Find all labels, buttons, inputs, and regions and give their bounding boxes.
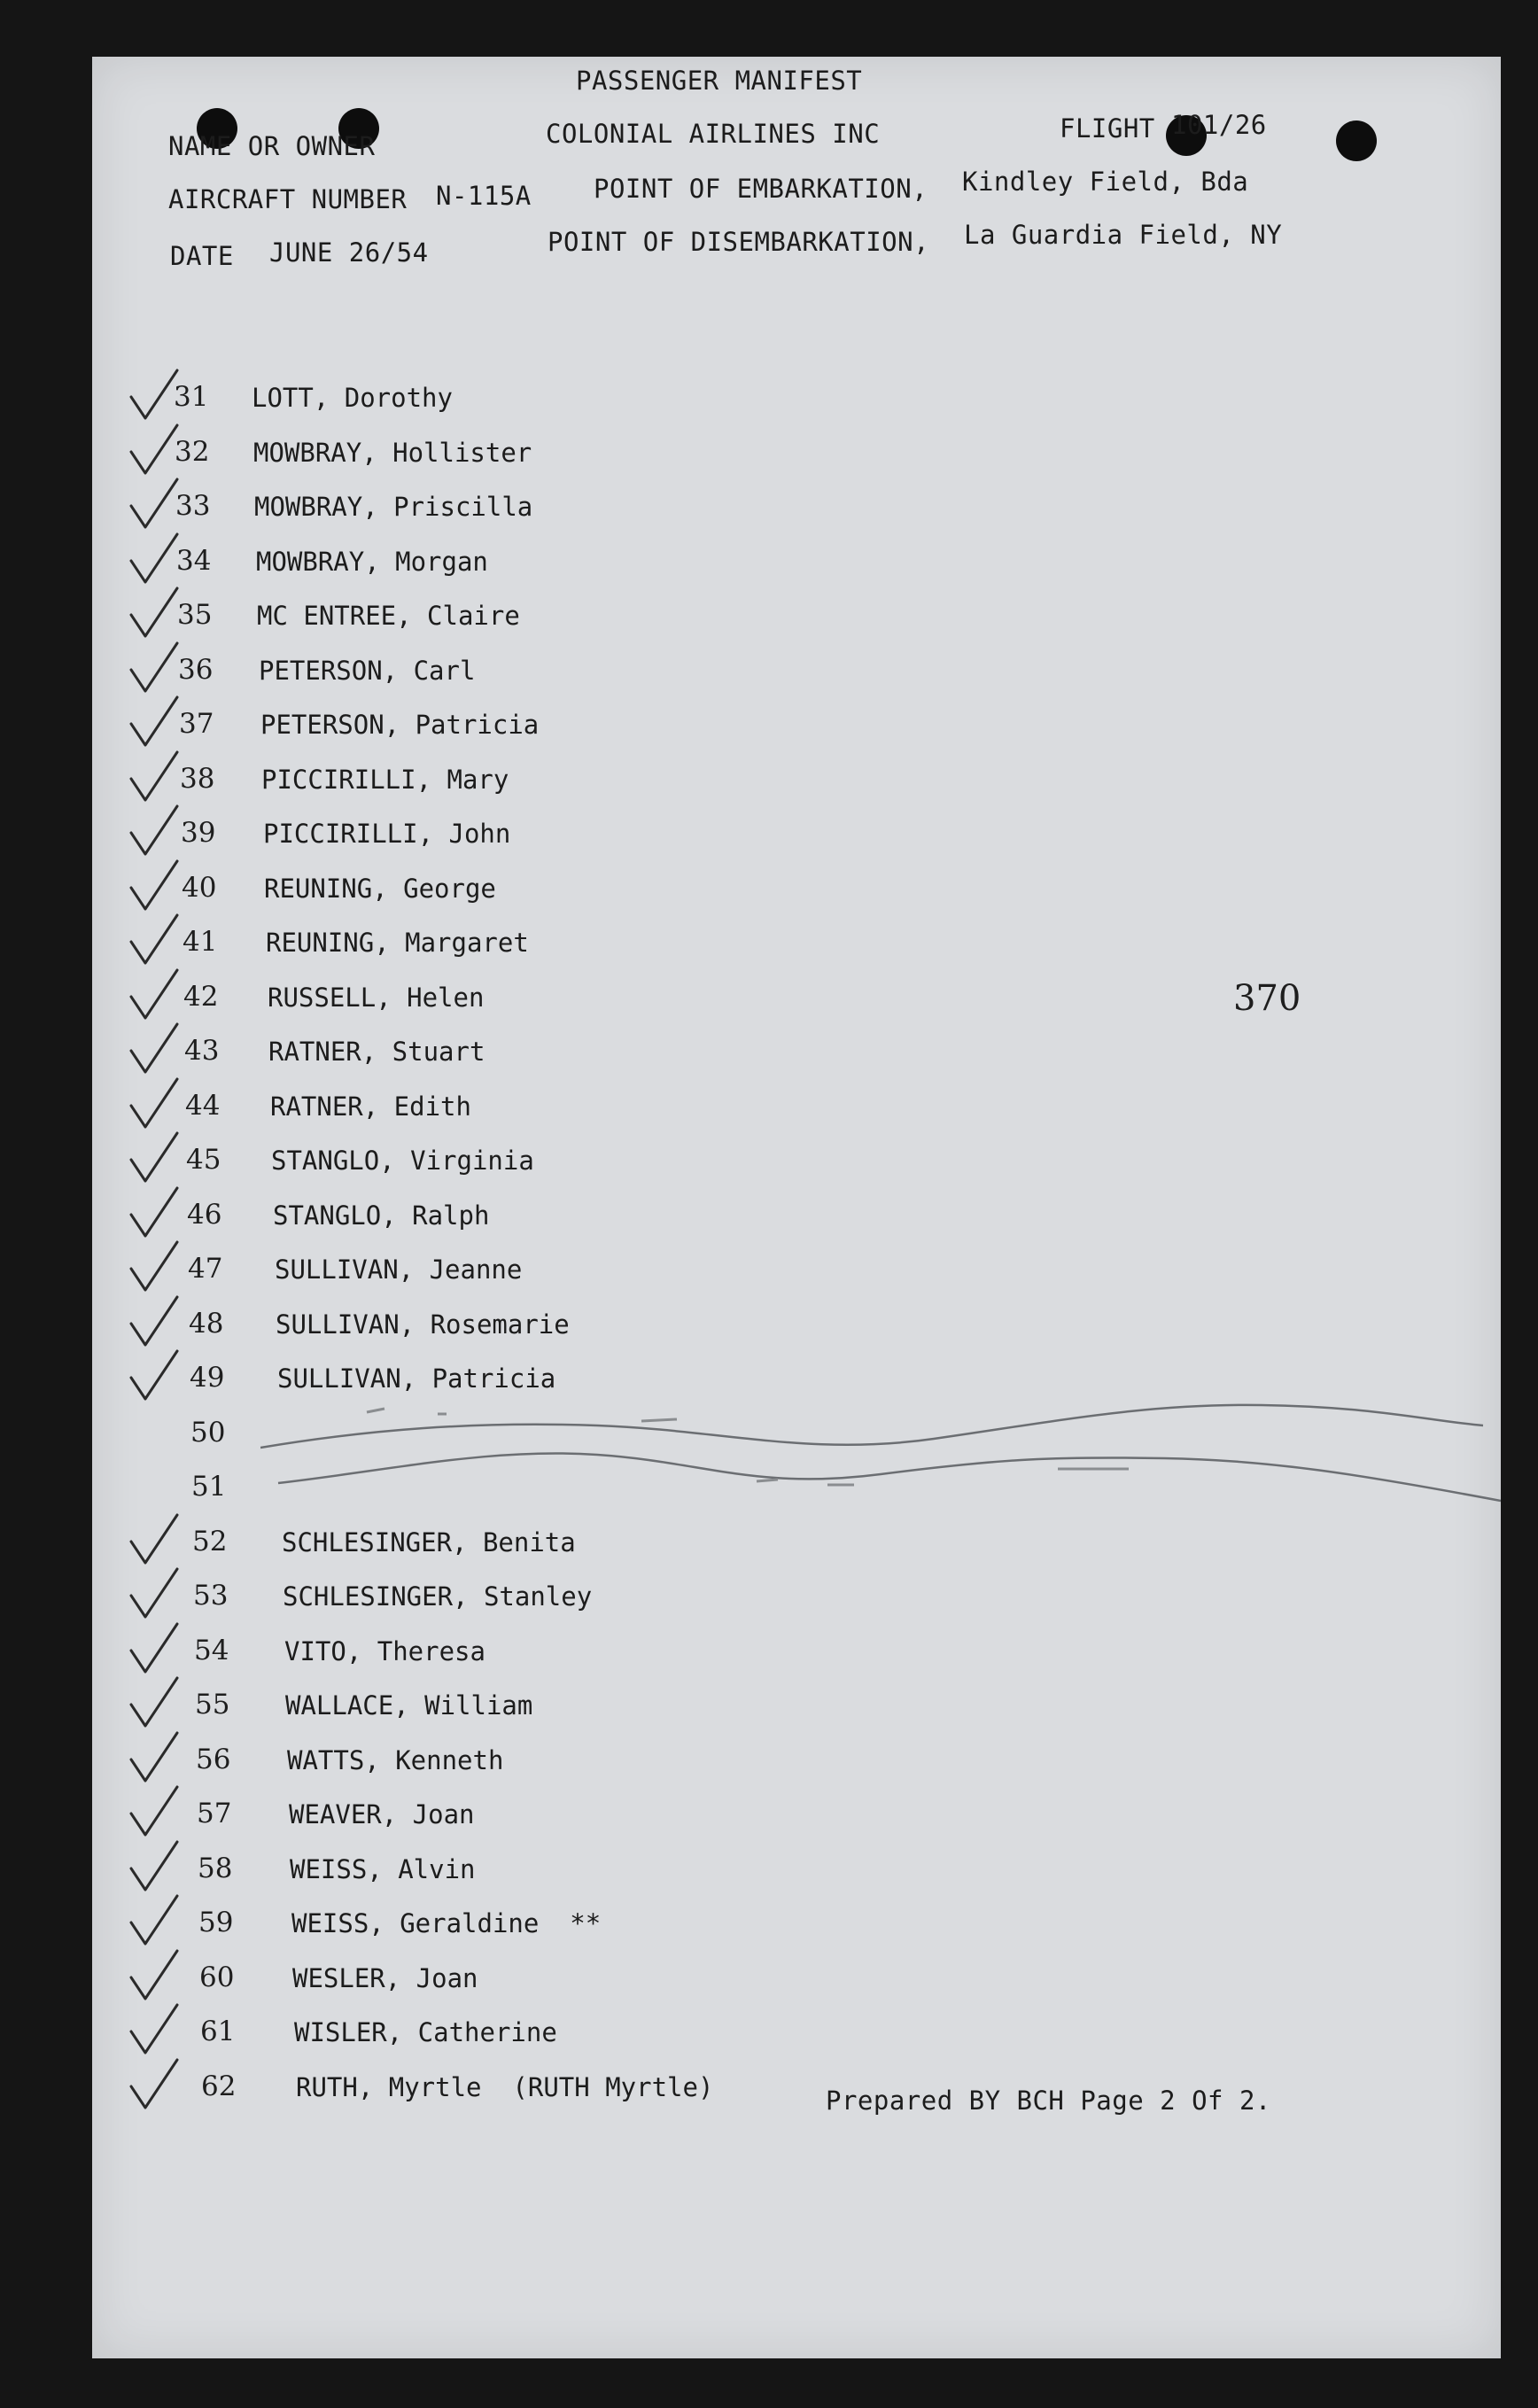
passenger-number: 38 — [180, 762, 215, 795]
table-row — [92, 1738, 1501, 1793]
check-mark-icon — [126, 640, 183, 702]
passenger-name: WEAVER, Joan — [289, 1799, 475, 1829]
passenger-name: WATTS, Kenneth — [287, 1744, 504, 1775]
passenger-number: 35 — [177, 599, 213, 631]
passenger-number: 43 — [184, 1035, 220, 1067]
passenger-number: 57 — [197, 1798, 232, 1829]
check-mark-icon — [126, 1293, 183, 1355]
table-row — [92, 757, 1501, 812]
table-row — [92, 1792, 1501, 1847]
check-mark-icon — [126, 967, 183, 1029]
margin-number: 370 — [1233, 978, 1301, 1019]
passenger-name: PICCIRILLI, John — [263, 819, 511, 849]
passenger-name: SCHLESINGER, Benita — [282, 1526, 576, 1557]
table-row — [92, 1084, 1501, 1139]
table-row — [92, 1574, 1501, 1629]
passenger-name: MOWBRAY, Morgan — [256, 546, 488, 577]
table-row — [92, 485, 1501, 540]
passenger-number: 45 — [186, 1144, 221, 1176]
table-row — [92, 1193, 1501, 1248]
flight-number: 101/26 — [1171, 110, 1267, 140]
table-row — [92, 1138, 1501, 1193]
prepared-by-footer: Prepared BY BCH Page 2 Of 2. — [826, 2086, 1271, 2116]
passenger-name: LOTT, Dorothy — [252, 383, 453, 413]
passenger-number: 47 — [188, 1253, 223, 1285]
table-row — [92, 703, 1501, 757]
check-mark-icon — [126, 1783, 183, 1845]
name-label: NAME OR OWNER — [168, 131, 376, 161]
passenger-number: 62 — [201, 2070, 237, 2102]
table-row — [92, 1847, 1501, 1902]
check-mark-icon — [126, 2056, 183, 2118]
passenger-number: 41 — [183, 926, 218, 958]
disembarkation-label: POINT OF DISEMBARKATION, — [548, 227, 930, 257]
passenger-number: 54 — [194, 1634, 229, 1666]
passenger-number: 46 — [187, 1198, 222, 1231]
passenger-name: STANGLO, Virginia — [271, 1146, 534, 1176]
table-row — [92, 2010, 1501, 2065]
check-mark-icon — [126, 1729, 183, 1791]
check-mark-icon — [126, 1185, 183, 1247]
check-mark-icon — [126, 858, 183, 920]
passenger-name: REUNING, George — [264, 873, 496, 904]
check-mark-icon — [126, 1674, 183, 1736]
passenger-name: MC ENTREE, Claire — [257, 601, 520, 631]
passenger-name: PICCIRILLI, Mary — [261, 764, 509, 795]
table-row — [92, 1683, 1501, 1738]
check-mark-icon — [126, 1130, 183, 1192]
check-mark-icon — [126, 531, 183, 593]
flight-label: FLIGHT — [1060, 113, 1155, 144]
table-row — [92, 540, 1501, 594]
check-mark-icon — [126, 1892, 183, 1954]
passenger-number: 55 — [195, 1689, 230, 1721]
table-row — [92, 649, 1501, 703]
passenger-number: 59 — [198, 1907, 234, 1938]
table-row — [92, 920, 1501, 975]
owner-value: COLONIAL AIRLINES INC — [546, 119, 881, 149]
table-row — [92, 431, 1501, 485]
check-mark-icon — [126, 694, 183, 756]
passenger-name: WEISS, Alvin — [290, 1853, 476, 1884]
check-mark-icon — [126, 803, 183, 865]
disembarkation-value: La Guardia Field, NY — [964, 220, 1283, 250]
passenger-name: SULLIVAN, Patricia — [277, 1363, 556, 1394]
passenger-name: RATNER, Edith — [270, 1091, 471, 1122]
passenger-name: STANGLO, Ralph — [273, 1200, 490, 1231]
table-row — [92, 1956, 1501, 2011]
passenger-name: WISLER, Catherine — [294, 2017, 557, 2047]
passenger-number: 50 — [190, 1416, 226, 1449]
check-mark-icon — [126, 2001, 183, 2063]
passenger-name: PETERSON, Patricia — [260, 710, 540, 740]
check-mark-icon — [126, 1838, 183, 1900]
passenger-number: 61 — [200, 2016, 236, 2047]
passenger-number: 37 — [179, 708, 214, 740]
aircraft-number: N-115A — [436, 181, 532, 211]
passenger-number: 33 — [175, 490, 211, 522]
table-row — [92, 2065, 1501, 2120]
passenger-name: RUSSELL, Helen — [268, 982, 485, 1013]
passenger-number: 51 — [191, 1471, 227, 1503]
passenger-number: 36 — [178, 653, 214, 686]
table-row — [92, 1247, 1501, 1302]
date-label: DATE — [170, 241, 234, 271]
check-mark-icon — [126, 1076, 183, 1138]
manifest-sheet — [92, 57, 1501, 2358]
table-row — [92, 594, 1501, 649]
passenger-number: 34 — [176, 544, 212, 577]
table-row — [92, 1520, 1501, 1575]
check-mark-icon — [126, 585, 183, 647]
passenger-name: VITO, Theresa — [284, 1635, 485, 1666]
check-mark-icon — [126, 1511, 183, 1573]
passenger-name: SCHLESINGER, Stanley — [283, 1581, 593, 1612]
passenger-number: 44 — [185, 1089, 221, 1122]
check-mark-icon — [126, 1947, 183, 2009]
check-mark-icon — [126, 1239, 183, 1301]
passenger-number: 56 — [196, 1743, 231, 1775]
passenger-number: 31 — [174, 381, 209, 413]
check-mark-icon — [126, 749, 183, 811]
check-mark-icon — [126, 1565, 183, 1627]
passenger-name: REUNING, Margaret — [266, 928, 529, 958]
passenger-name: MOWBRAY, Priscilla — [254, 492, 533, 522]
passenger-name: WALLACE, William — [285, 1690, 533, 1721]
passenger-name: SULLIVAN, Rosemarie — [276, 1309, 570, 1340]
punch-hole-4 — [1336, 120, 1377, 161]
check-mark-icon — [126, 1620, 183, 1682]
passenger-name: MOWBRAY, Hollister — [253, 437, 532, 468]
passenger-name: RUTH, Myrtle (RUTH Myrtle) — [296, 2071, 714, 2102]
check-mark-icon — [126, 912, 183, 974]
table-row — [92, 1629, 1501, 1684]
passenger-number: 39 — [181, 817, 216, 849]
passenger-number: 58 — [198, 1852, 233, 1884]
table-row — [92, 1302, 1501, 1357]
manifest-title: PASSENGER MANIFEST — [576, 66, 863, 96]
check-mark-icon — [126, 1021, 183, 1083]
passenger-number: 53 — [193, 1580, 229, 1612]
passenger-name: WEISS, Geraldine ** — [291, 1908, 602, 1938]
table-row — [92, 812, 1501, 866]
passenger-number: 60 — [199, 1961, 235, 1993]
embarkation-value: Kindley Field, Bda — [962, 167, 1249, 197]
table-row — [92, 1029, 1501, 1084]
passenger-name: WESLER, Joan — [292, 1962, 478, 1993]
passenger-number: 42 — [183, 980, 219, 1013]
strikeout-lines — [260, 1386, 1501, 1510]
passenger-number: 49 — [190, 1362, 225, 1394]
check-mark-icon — [126, 1348, 183, 1410]
passenger-number: 48 — [189, 1307, 224, 1340]
passenger-name: PETERSON, Carl — [259, 655, 476, 686]
table-row — [92, 376, 1501, 431]
embarkation-label: POINT OF EMBARKATION, — [594, 174, 928, 204]
date-value: JUNE 26/54 — [269, 237, 429, 268]
passenger-name: RATNER, Stuart — [268, 1037, 485, 1067]
table-row — [92, 866, 1501, 921]
passenger-number: 32 — [175, 435, 210, 468]
aircraft-label: AIRCRAFT NUMBER — [168, 184, 408, 214]
passenger-name: SULLIVAN, Jeanne — [275, 1254, 523, 1285]
check-mark-icon — [126, 476, 183, 538]
passenger-number: 52 — [192, 1525, 228, 1557]
passenger-number: 40 — [182, 871, 217, 904]
table-row — [92, 1901, 1501, 1956]
